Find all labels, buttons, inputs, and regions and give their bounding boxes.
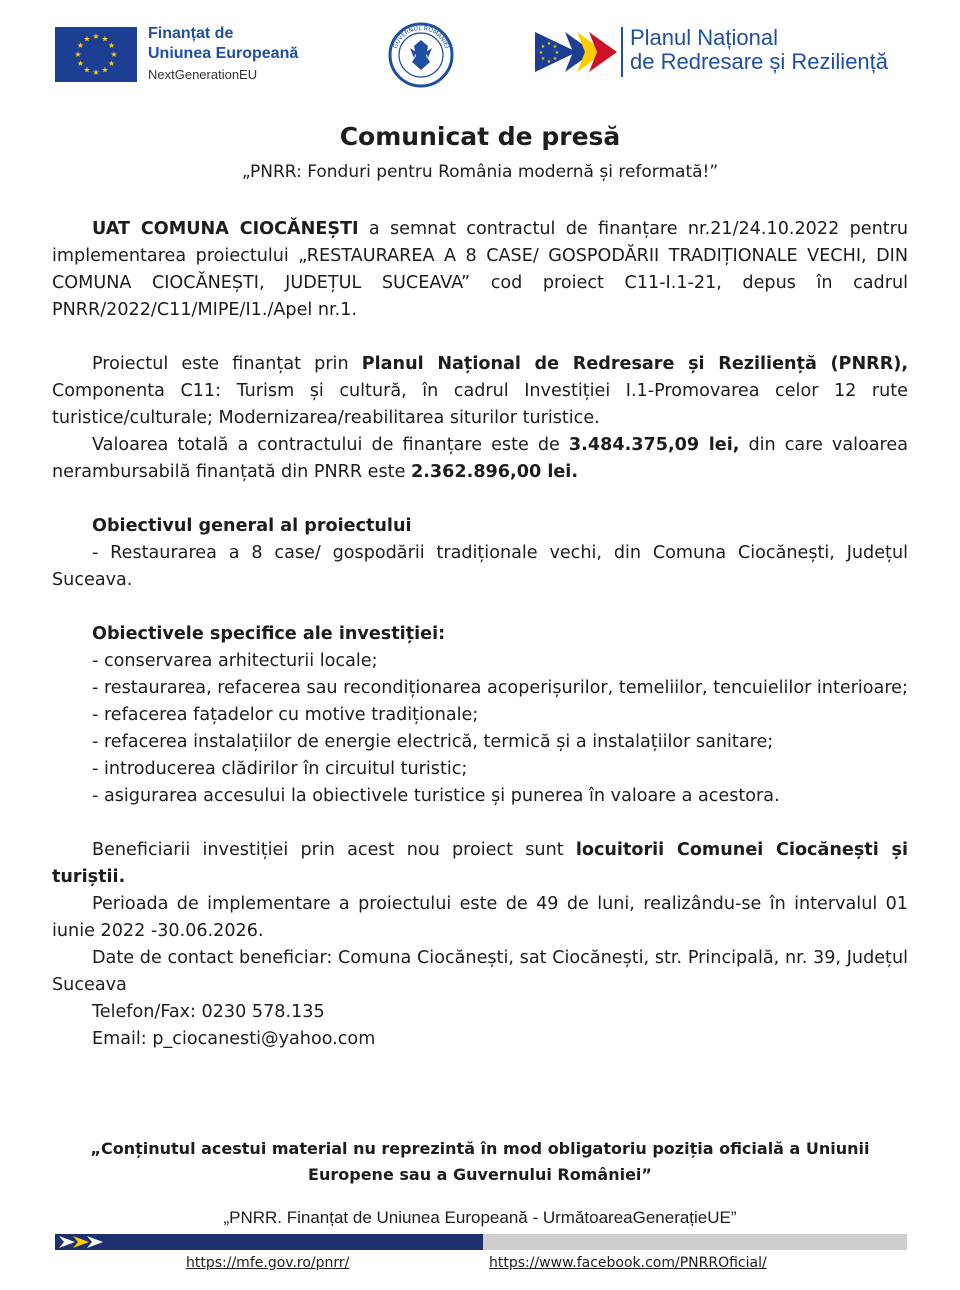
footer-bar-light [483, 1234, 907, 1250]
svg-text:★: ★ [554, 50, 560, 56]
pnrr-title-text [630, 26, 888, 74]
funding-text-2: Componenta C11: Turism și cultură, în cadrul Investiției I.1-Promovarea celor 12 rute turistice/culturale; Modernizarea/reabilitarea siturilor turistice. [52, 381, 908, 428]
footer-bar-dark [55, 1234, 483, 1250]
paragraph-funding [52, 351, 908, 432]
disclaimer-line2: Europene sau a Guvernului României” [308, 1165, 652, 1184]
svg-text:★: ★ [101, 34, 109, 44]
svg-text:★: ★ [83, 34, 91, 44]
pnrr-text-line2: de Redresare și Reziliență [630, 49, 889, 74]
disclaimer-line1: „Conținutul acestui material nu reprezintă în mod obligatoriu poziția oficială a Uniunii [90, 1139, 870, 1158]
svg-text:★: ★ [552, 56, 558, 62]
header [0, 0, 960, 110]
beneficiaries-bold: locuitorii Comunei Ciocănești și turiștii. [52, 840, 908, 887]
specific-objectives-heading [52, 621, 908, 648]
facebook-link[interactable]: https://www.facebook.com/PNRROficial/ [489, 1255, 767, 1271]
svg-text:★: ★ [76, 41, 85, 50]
svg-text:★: ★ [74, 50, 82, 59]
svg-text:★: ★ [76, 59, 85, 68]
svg-text:★: ★ [110, 50, 118, 59]
footer-arrows-icon [55, 1234, 115, 1250]
eu-text-line3: NextGenerationEU [148, 67, 258, 82]
list-item: - restaurarea, refacerea sau recondiționarea acoperișurilor, temeliilor, tencuielilor interioare; [92, 678, 908, 698]
uat-name: UAT COMUNA CIOCĂNEȘTI [92, 219, 359, 239]
romanian-government-seal-icon [388, 22, 454, 88]
svg-text:★: ★ [83, 65, 91, 75]
contact-phone: Telefon/Fax: 0230 578.135 [92, 1002, 325, 1022]
eu-funding-text [148, 24, 298, 85]
specific-objectives-heading-text: Obiectivele specifice ale investiției: [92, 624, 446, 644]
disclaimer [60, 1136, 900, 1188]
footer-tagline: „PNRR. Finanțat de Uniunea Europeană - UrmătoareaGenerațieUE” [223, 1208, 737, 1227]
pnrr-logo-icon [535, 27, 623, 77]
page-subtitle: „PNRR: Fonduri pentru România modernă și reformată!” [241, 162, 719, 182]
svg-text:★: ★ [540, 44, 546, 50]
page-title: Comunicat de presă [339, 122, 621, 151]
paragraph-beneficiaries [52, 837, 908, 891]
paragraph-period: Perioada de implementare a proiectului este de 49 de luni, realizându-se în intervalul 01 iunie 2022 -30.06.2026. [52, 894, 908, 941]
paragraph-contact-address: Date de contact beneficiar: Comuna Ciocănești, sat Ciocănești, str. Principală, nr. 39, Județul Suceava [52, 948, 908, 995]
svg-text:GUVERNUL ROMÂNIEI: GUVERNUL ROMÂNIEI [391, 24, 450, 50]
general-objective-heading [52, 513, 908, 540]
eu-flag-icon [55, 27, 137, 82]
svg-text:★: ★ [92, 32, 100, 41]
footer-bar [55, 1234, 907, 1250]
eu-text-line2: Uniunea Europeană [148, 45, 299, 62]
list-item: - asigurarea accesului la obiectivele turistice și punerea în valoare a acestora. [92, 786, 780, 806]
svg-text:★: ★ [546, 59, 552, 65]
contact-email: Email: p_ciocanesti@yahoo.com [92, 1029, 376, 1049]
svg-text:★: ★ [101, 65, 109, 75]
pnrr-text-line1: Planul Național [630, 25, 778, 50]
list-item: - introducerea clădirilor în circuitul turistic; [92, 759, 468, 779]
general-objective-text: - Restaurarea a 8 case/ gospodării tradiționale vechi, din Comuna Ciocănești, Județul Suceava. [52, 543, 908, 590]
nonrefundable-value: 2.362.896,00 lei. [410, 462, 579, 482]
svg-text:★: ★ [107, 59, 116, 68]
pnrr-name: Planul Național de Redresare și Reziliență (PNRR), [361, 354, 908, 374]
press-release-body [52, 216, 908, 1053]
paragraph-contract [52, 216, 908, 324]
svg-text:★: ★ [538, 50, 544, 56]
eu-text-line1: Finanțat de [148, 25, 234, 42]
svg-text:★: ★ [546, 41, 552, 47]
general-objective-heading-text: Obiectivul general al proiectului [92, 516, 412, 536]
svg-text:★: ★ [92, 68, 100, 77]
value-text-1: Valoarea totală a contractului de finanțare este de [92, 435, 569, 455]
mfe-link[interactable]: https://mfe.gov.ro/pnrr/ [186, 1255, 350, 1271]
list-item: - refacerea instalațiilor de energie electrică, termică și a instalațiilor sanitare; [92, 732, 774, 752]
value-text-2: din care valoarea nerambursabilă finanțată din PNRR este [52, 435, 908, 482]
list-item: - conservarea arhitecturii locale; [92, 651, 378, 671]
list-item: - refacerea fațadelor cu motive tradiționale; [92, 705, 479, 725]
paragraph-value [52, 432, 908, 486]
svg-text:★: ★ [107, 41, 116, 50]
svg-text:★: ★ [540, 56, 546, 62]
svg-text:★: ★ [552, 44, 558, 50]
beneficiaries-text: Beneficiarii investiției prin acest nou proiect sunt [92, 840, 576, 860]
total-value: 3.484.375,09 lei, [568, 435, 740, 455]
funding-text-1: Proiectul este finanțat prin [92, 354, 362, 374]
contract-text: a semnat contractul de finanțare nr.21/24.10.2022 pentru implementarea proiectului „RESTAURAREA A 8 CASE/ GOSPODĂRII TRADIȚIONALE VECHI, DIN COMUNA CIOCĂNEȘTI, JUDEȚUL SUCEAVA” cod proiect C11-I.1-21, depus în cadrul PNRR/2022/C11/MIPE/I1./Apel nr.1. [52, 219, 909, 320]
